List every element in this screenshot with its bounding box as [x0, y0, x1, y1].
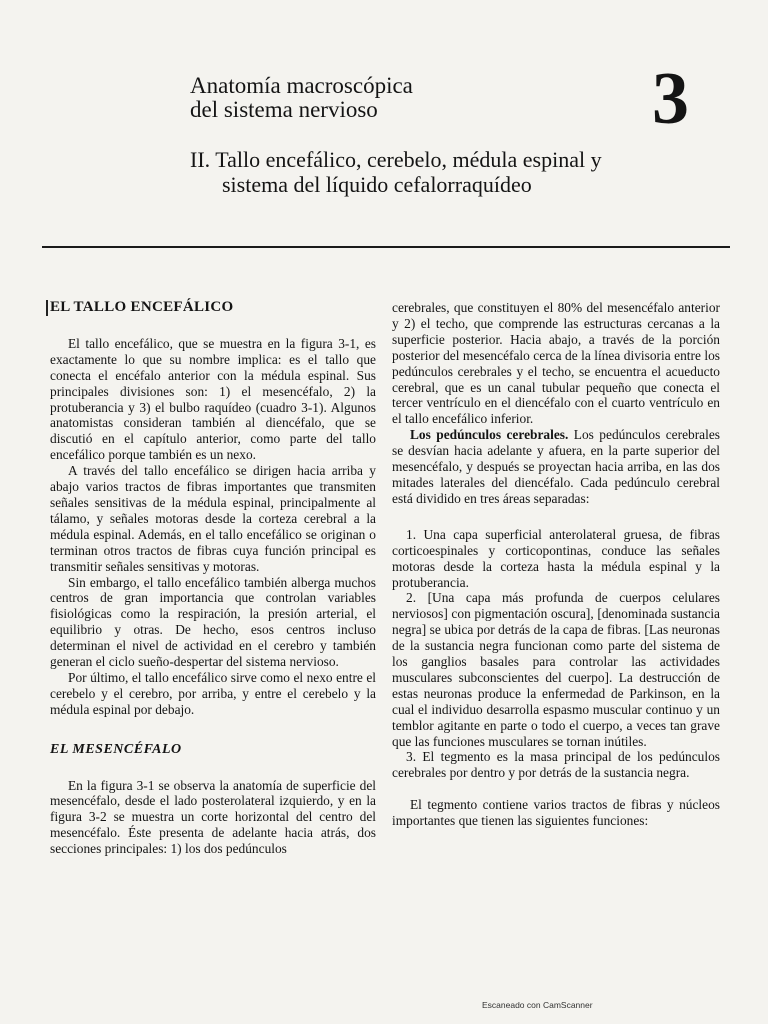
- scanner-watermark: Escaneado con CamScanner: [482, 1000, 593, 1010]
- paragraph: El tallo encefálico, que se muestra en la figura 3-1, es exactamente lo que su nombre implica: es el tallo que conecta el encéfalo anterior con la médula espinal. Sus principales divisiones son: 1) el mesencéfalo, 2) la protuberancia y 3) el bulbo raquídeo (cuadro 3-1). Algunos anatomistas consideran también al diencéfalo, que se discutió en el capítulo anterior, como parte del tallo encefálico porque también es un nexo.: [50, 335, 376, 463]
- paragraph: cerebrales, que constituyen el 80% del mesencéfalo anterior y 2) el techo, que comprende las estructuras cercanas a la superficie posterior. Hacia abajo, a través de la porción posterior del mesencéfalo cerca de la línea divisoria entre los pedúnculos cerebrales y el techo, se encuentra el acueducto cerebral, que es un canal tubular pequeño que conecta el tercer ventrículo en el diencéfalo con el cuarto ventrículo en el tallo encefálico inferior.: [392, 300, 720, 427]
- list-item-2: 2. [Una capa más profunda de cuerpos celulares nerviosos] con pigmentación oscura], [denominada sustancia negra] se ubica por detrás de la capa de fibras. [Las neuronas de la sustancia negra funcionan como parte del sistema de los ganglios basales para controlar las actividades musculares subconscientes del cuerpo]. La destrucción de estas neuronas produce la enfermedad de Parkinson, en la cual el individuo desarrolla espasmo muscular continuo y un temblor agitante en parte o todo el cuerpo, a veces tan grave que las funciones musculares se tornan inútiles.: [392, 590, 720, 749]
- list-item-3: 3. El tegmento es la masa principal de los pedúnculos cerebrales por dentro y por detrás de la sustancia negra.: [392, 749, 720, 781]
- run-in-heading: Los pedúnculos cerebrales.: [410, 427, 569, 443]
- paragraph-pedunculos: [392, 427, 720, 507]
- paragraph: El tegmento contiene varios tractos de fibras y núcleos importantes que tienen las siguientes funciones:: [392, 797, 720, 829]
- right-column: [392, 300, 720, 829]
- chapter-subtitle: II. Tallo encefálico, cerebelo, médula espinal y sistema del líquido cefalorraquídeo: [190, 147, 602, 197]
- list-item-1: 1. Una capa superficial anterolateral gruesa, de fibras corticoespinales y corticopontinas, conduce las señales motoras desde la corteza hasta la médula espinal y la protuberancia.: [392, 526, 720, 590]
- paragraph-text: Los pedúnculos cerebrales se desvían hacia adelante y afuera, en la parte superior del mesencéfalo, y después se proyectan hacia arriba, en las dos mitades laterales del diencéfalo. Cada pedúnculo cerebral está dividido en tres áreas separadas:: [392, 427, 720, 506]
- left-column: [50, 300, 376, 857]
- chapter-title-line2: del sistema nervioso: [190, 97, 378, 122]
- paragraph: Por último, el tallo encefálico sirve como el nexo entre el cerebelo y el cerebro, por arriba, y entre el cerebelo y la médula espinal por debajo.: [50, 669, 376, 717]
- chapter-header: [0, 0, 768, 260]
- chapter-number: 3: [652, 58, 689, 140]
- heading-tallo-encefalico: EL TALLO ENCEFÁLICO: [46, 300, 376, 316]
- heading-mesencefalo: EL MESENCÉFALO: [50, 741, 182, 757]
- paragraph: En la figura 3-1 se observa la anatomía de superficie del mesencéfalo, desde el lado posterolateral izquierdo, y en la figura 3-2 se muestra un corte horizontal del centro del mesencéfalo. Éste presenta de adelante hacia atrás, dos secciones principales: 1) los dos pedúnculos: [50, 777, 376, 857]
- chapter-title-line1: Anatomía macroscópica: [190, 73, 413, 98]
- paragraph: A través del tallo encefálico se dirigen hacia arriba y abajo varios tractos de fibras importantes que transmiten señales sensitivas de la médula espinal, principalmente al tálamo, y señales motoras desde la corteza cerebral a la médula espinal. Además, en el tallo encefálico se originan o terminan otros tractos de fibras cuya función principal es transmitir señales sensitivas y motoras.: [50, 463, 376, 574]
- paragraph: Sin embargo, el tallo encefálico también alberga muchos centros de gran importancia que controlan variables fisiológicas como la respiración, la presión arterial, el equilibrio y otras. De hecho, esos centros incluso determinan el nivel de actividad en el cerebro y también generan el ciclo sueño-despertar del sistema nervioso.: [50, 574, 376, 670]
- chapter-title: [190, 74, 610, 122]
- header-rule: [42, 246, 730, 248]
